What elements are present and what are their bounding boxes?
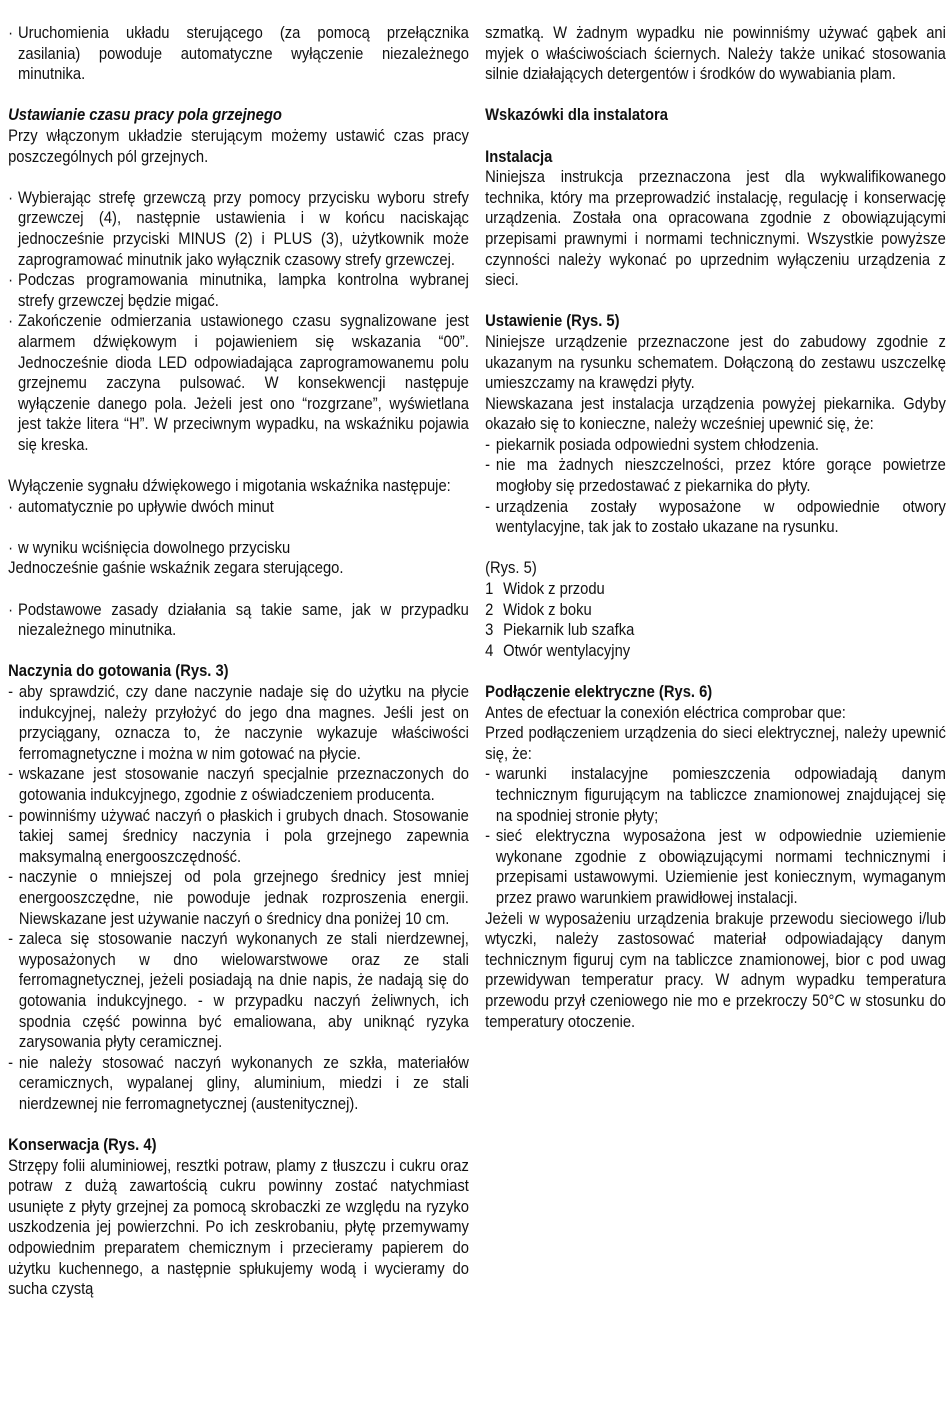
indicator-off-text: Jednocześnie gaśnie wskaźnik zegara sterującego.	[8, 559, 344, 578]
list-item: · Uruchomienia układu sterującego (za pomocą przełącznika zasilania) powoduje automatyczne wyłączenie niezależnego minutnika.	[8, 24, 469, 84]
left-column	[8, 23, 469, 1300]
installer-heading: Wskazówki dla instalatora	[485, 106, 668, 125]
list-item: - wskazane jest stosowanie naczyń specjalnie przeznaczonych do gotowania indukcyjnego, zgodnie z oświadczeniem producenta.	[8, 765, 469, 804]
positioning-text-1: Niniejsze urządzenie przeznaczone jest do zabudowy zgodnie z ukazanym na rysunku schematem. Dołączoną do zestawu uszczelkę umieszczamy na krawędzi płyty.	[485, 332, 946, 393]
electrical-text-1: Antes de efectuar la conexión eléctrica comprobar que:	[485, 703, 846, 722]
list-item: - nie należy stosować naczyń wykonanych ze szkła, materiałów ceramicznych, wypalanej gliny, aluminium, miedzi i ze stali nierdzewnej nie ferromagnetycznej (austenitycznej).	[8, 1053, 469, 1113]
positioning-heading: Ustawienie (Rys. 5)	[485, 312, 620, 331]
right-column	[485, 23, 946, 1032]
signal-off-intro: Wyłączenie sygnału dźwiękowego i migotania wskaźnika następuje:	[8, 477, 451, 496]
list-item: · Zakończenie odmierzania ustawionego czasu sygnalizowane jest alarmem dźwiękowym i pojawieniem się wskazania “00”. Jednocześnie dioda LED odpowiadająca zaprogramowanemu polu grzejnemu zaczyna pulsować. W konsekwencji następuje wyłączenie danego pola. Jeżeli jest ono “rozgrzane”, wyświetlana jest także litera “H”. W przeciwnym wypadku, na wskaźniku pojawia się kreska.	[8, 312, 469, 454]
cookware-section-heading: Naczynia do gotowania (Rys. 3)	[8, 662, 229, 681]
signal-off-auto-list	[8, 497, 469, 518]
list-item: - warunki instalacyjne pomieszczenia odpowiadają danym technicznym figurującym na tabliczce znamionowej znajdującej się na spodniej stronie płyty;	[485, 765, 946, 825]
list-item: - powinniśmy używać naczyń o płaskich i grubych dnach. Stosowanie takiej samej średnicy naczynia i pola grzejnego zapewnia maksymalną energooszczędność.	[8, 806, 469, 866]
basic-rules-list	[8, 600, 469, 641]
maintenance-text: Strzępy folii aluminiowej, resztki potraw, plamy z tłuszczu i cukru oraz potraw z dużą zawartością cukru powinny zostać natychmiast usunięte z płyty grzejnej za pomocą skrobaczki ze względu na ryzyko uszkodzenia jej powierzchni. Po ich zeskrobaniu, płytę przemywamy odpowiednim preparatem chemicznym i przecieramy papierem do użytku kuchennego, a następnie spłukujemy wodą i wycieramy do sucha czystą	[8, 1156, 469, 1299]
list-item: 1 Widok z przodu	[485, 580, 605, 599]
list-item: · Podczas programowania minutnika, lampka kontrolna wybranej strefy grzewczej będzie migać.	[8, 271, 469, 310]
list-item: - sieć elektryczna wyposażona jest w odpowiednie uziemienie wykonane zgodnie z obowiązującymi normami technicznymi i przepisami ustawowymi. Uziemienie jest koniecznym, wymaganym przez prawo warunkiem prawidłowej instalacji.	[485, 827, 946, 907]
list-item: - urządzenia zostały wyposażone w odpowiednie otwory wentylacyjne, tak jak to zostało ukazane na rysunku.	[485, 497, 946, 537]
figure-legend-list	[485, 579, 946, 661]
installation-text: Niniejsza instrukcja przeznaczona jest dla wykwalifikowanego technika, który ma przeprowadzić instalację, regulację i konserwację urządzenia. Została ona opracowana zgodnie z obowiązującymi przepisami prawnymi i normami technicznymi. Wszystkie powyższe czynności należy wykonać po uprzednim wyłączeniu urządzenia z sieci.	[485, 168, 946, 290]
list-item: 3 Piekarnik lub szafka	[485, 621, 635, 640]
electrical-text-2: Przed podłączeniem urządzenia do sieci elektrycznej, należy upewnić się, że:	[485, 724, 946, 763]
maintenance-section-heading: Konserwacja (Rys. 4)	[8, 1136, 157, 1155]
list-item: - nie ma żadnych nieszczelności, przez które gorące powietrze mogłoby się przedostawać z piekarnika do płyty.	[485, 456, 946, 496]
list-item: - zaleca się stosowanie naczyń wykonanych ze stali nierdzewnej, wyposażonych w dno wielowarstwowe oraz ze stali ferromagnetycznej, jeżeli posiadają na dnie napis, że nadają się do gotowania indukcyjnego. - w przypadku naczyń żeliwnych, ich spodnia część powinna być emaliowana, aby uniknąć ryzyka zarysowania płyty ceramicznej.	[8, 930, 469, 1052]
maintenance-text-continued: szmatką. W żadnym wypadku nie powinniśmy używać gąbek ani myjek o właściwościach ściernych. Należy także unikać stosowania silnie działających detergentów i środków do wywabiania plam.	[485, 24, 946, 84]
timer-bullets	[8, 188, 469, 456]
timer-section-intro: Przy włączonym układzie sterującym możemy ustawić czas pracy poszczególnych pól grzejnych.	[8, 126, 469, 166]
electrical-heading: Podłączenie elektryczne (Rys. 6)	[485, 683, 713, 701]
installation-heading: Instalacja	[485, 147, 553, 166]
electrical-list	[485, 764, 946, 908]
list-item: - naczynie o mniejszej od pola grzejnego średnicy jest mniej energooszczędne, nie powoduje jednak rozproszenia energii. Niewskazane jest używanie naczyń o średnicy dna poniżej 10 cm.	[8, 868, 469, 928]
list-item: 4 Otwór wentylacyjny	[485, 641, 631, 660]
positioning-text-2: Niewskazana jest instalacja urządzenia powyżej piekarnika. Gdyby okazało się to konieczne, należy wcześniej upewnić się, że:	[485, 394, 946, 434]
list-item: · automatycznie po upływie dwóch minut	[8, 497, 274, 516]
timer-section-heading: Ustawianie czasu pracy pola grzejnego	[8, 106, 282, 125]
figure-legend-title: (Rys. 5)	[485, 559, 537, 578]
cookware-list	[8, 682, 469, 1114]
list-item: · Podstawowe zasady działania są takie same, jak w przypadku niezależnego minutnika.	[8, 600, 469, 640]
list-item: · w wyniku wciśnięcia dowolnego przycisku	[8, 538, 291, 557]
list-item: · Wybierając strefę grzewczą przy pomocy przycisku wyboru strefy grzewczej (4), następnie ustawienia i w końcu naciskając jednocześnie przyciski MINUS (2) i PLUS (3), użytkownik może zaprogramować minutnik jako wyłącznik czasowy strefy grzewczej.	[8, 188, 469, 269]
positioning-list	[485, 435, 946, 538]
electrical-text-3: Jeżeli w wyposażeniu urządzenia brakuje przewodu sieciowego i/lub wtyczki, należy zastosować materiał odpowiadający danym technicznym figuruj cym na tabliczce znamionowej, bior c pod uwag przewidywan temperatur pracy. W adnym wypadku temperatura przewodu przył czeniowego nie mo e przekroczy 50°C w stosunku do temperatury otoczenie.	[485, 909, 946, 1031]
signal-off-button-list	[8, 538, 469, 559]
list-item: - aby sprawdzić, czy dane naczynie nadaje się do użytku na płycie indukcyjnej, należy przyłożyć do jego dna magnes. Jeśli jest on przyciągany, oznacza to, że naczynie wykazuje właściwości ferromagnetyczne i można w nim gotować na płycie.	[8, 683, 469, 763]
list-item: - piekarnik posiada odpowiedni system chłodzenia.	[485, 435, 819, 454]
intro-bullet-list	[8, 23, 469, 85]
list-item: 2 Widok z boku	[485, 600, 592, 619]
